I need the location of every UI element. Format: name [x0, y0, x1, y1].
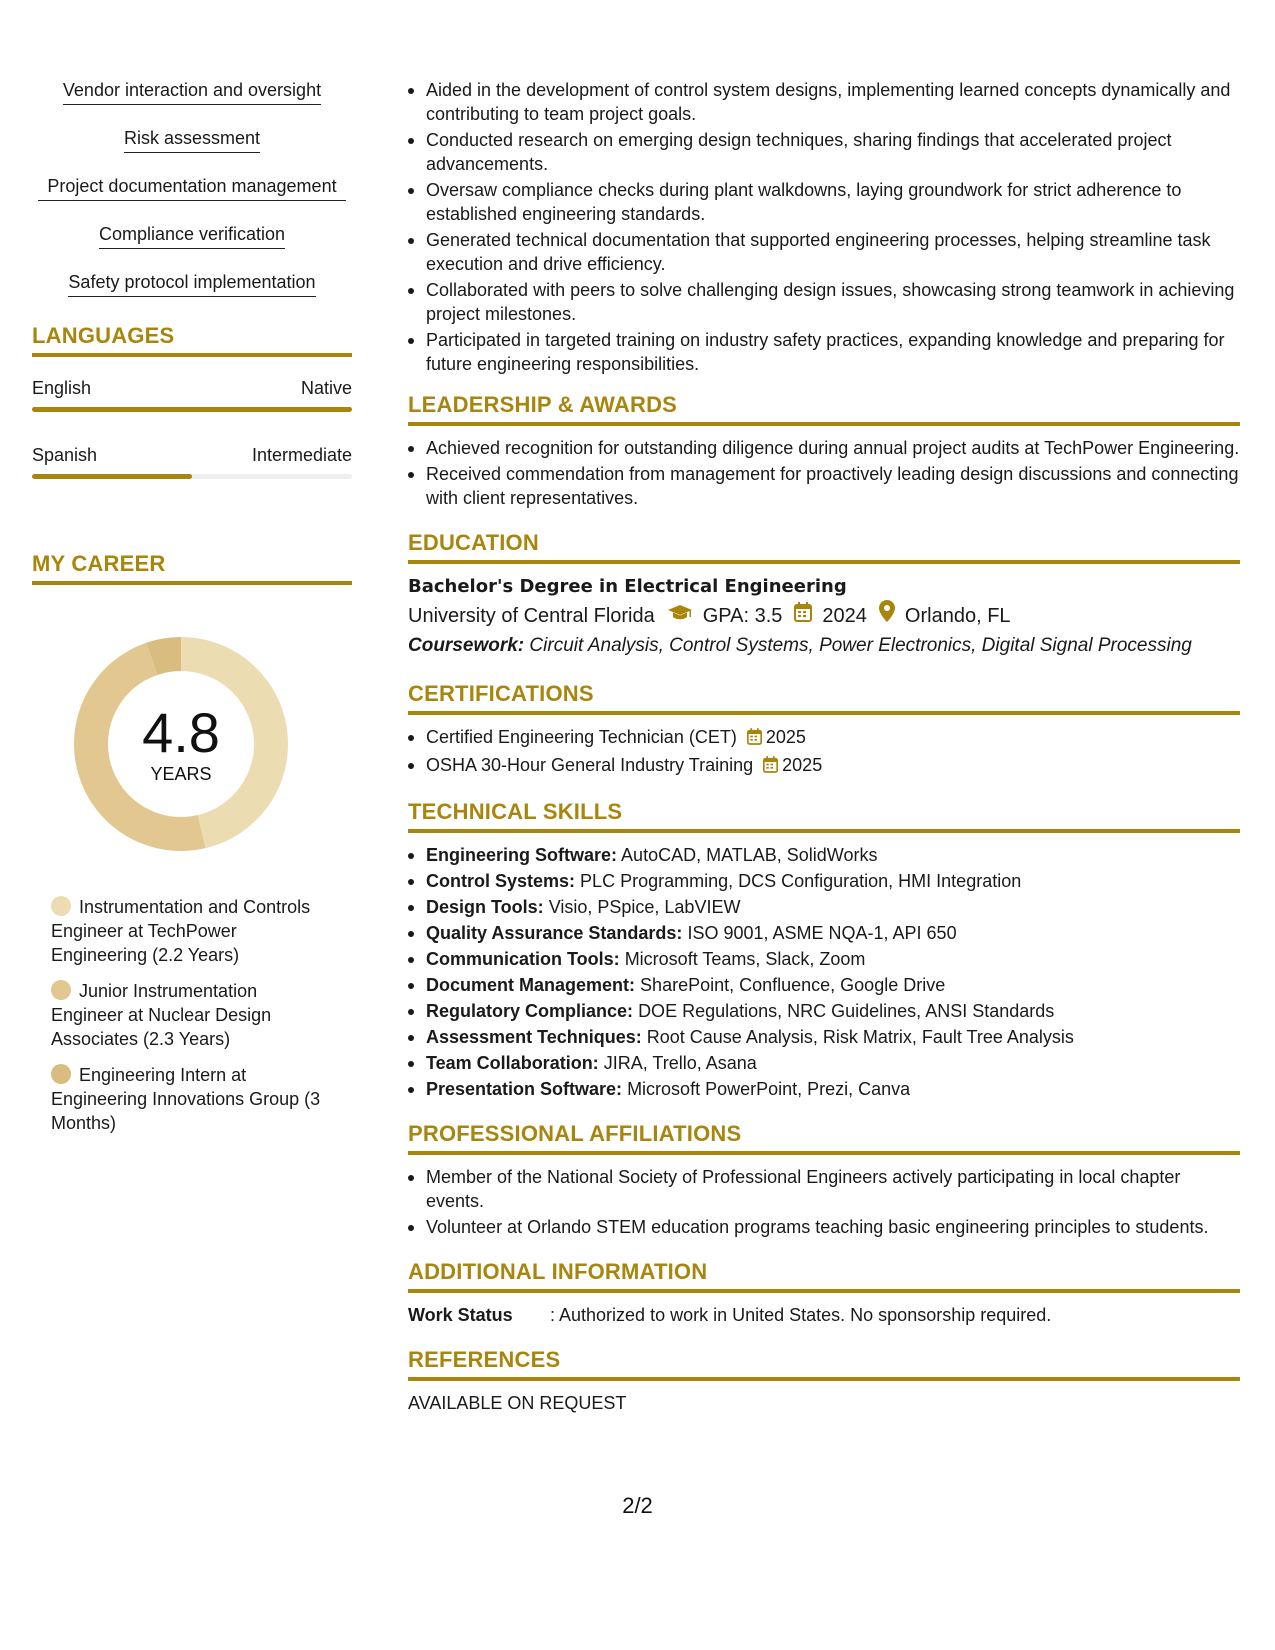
list-item: Team Collaboration: JIRA, Trello, Asana [408, 1051, 1240, 1075]
legend-dot [51, 980, 71, 1000]
language-level: Intermediate [251, 445, 352, 465]
career-legend [51, 895, 331, 1135]
references-text: AVAILABLE ON REQUEST [408, 1393, 627, 1413]
list-item: Conducted research on emerging design techniques, sharing findings that accelerated project advancements. [408, 128, 1240, 176]
list-item: Quality Assurance Standards: ISO 9001, ASME NQA-1, API 650 [408, 921, 1240, 945]
education-heading: EDUCATION [408, 530, 1240, 564]
list-item: Aided in the development of control system designs, implementing learned concepts dynamically and contributing to team project goals. [408, 78, 1240, 126]
certifications-heading: CERTIFICATIONS [408, 681, 1240, 715]
calendar-icon [794, 601, 812, 631]
language-english [32, 377, 352, 412]
list-item: Received commendation from management for proactively leading design discussions and connecting with client representatives. [408, 462, 1240, 510]
language-spanish [32, 444, 352, 479]
technical-skills-list [408, 843, 1240, 1101]
leadership-list [408, 436, 1240, 510]
left-column [32, 78, 352, 1147]
affiliations-list [408, 1165, 1240, 1239]
legend-item: Instrumentation and Controls Engineer at TechPower Engineering (2.2 Years) [51, 897, 311, 965]
list-item: Member of the National Society of Professional Engineers actively participating in local chapter events. [408, 1165, 1240, 1213]
language-level-bar [32, 474, 352, 479]
language-name: Spanish [32, 445, 98, 465]
leadership-heading: LEADERSHIP & AWARDS [408, 392, 1240, 426]
languages-heading: LANGUAGES [32, 323, 352, 357]
list-item: OSHA 30-Hour General Industry Training 2025 [408, 753, 1240, 779]
page-number: 2/2 [622, 1493, 653, 1518]
list-item: Document Management: SharePoint, Confluence, Google Drive [408, 973, 1240, 997]
legend-item: Junior Instrumentation Engineer at Nuclear Design Associates (2.3 Years) [51, 981, 272, 1049]
language-name: English [32, 378, 92, 398]
legend-dot [51, 1064, 71, 1084]
list-item: Certified Engineering Technician (CET) 2025 [408, 725, 1240, 751]
career-donut-chart [66, 629, 296, 859]
list-item: Volunteer at Orlando STEM education programs teaching basic engineering principles to students. [408, 1215, 1240, 1239]
language-level-fill [32, 407, 352, 412]
graduation-cap-icon [667, 601, 693, 631]
skills-list [32, 78, 352, 297]
school-name: University of Central Florida [408, 604, 655, 627]
language-level-fill [32, 474, 192, 479]
skill-item: Project documentation management [32, 174, 352, 201]
certifications-list [408, 725, 1240, 779]
list-item: Engineering Software: AutoCAD, MATLAB, SolidWorks [408, 843, 1240, 867]
experience-bullets [408, 78, 1240, 376]
graduation-year: 2024 [822, 604, 867, 627]
career-years-label: YEARS [150, 763, 212, 784]
work-status-label: Work Status [408, 1305, 513, 1325]
list-item: Achieved recognition for outstanding diligence during annual project audits at TechPower Engineering. [408, 436, 1240, 460]
work-status-value: : Authorized to work in United States. No sponsorship required. [550, 1305, 1052, 1325]
right-column [408, 78, 1240, 1415]
language-level: Native [300, 378, 352, 398]
list-item: Design Tools: Visio, PSpice, LabVIEW [408, 895, 1240, 919]
work-status-row [408, 1303, 1240, 1327]
career-total-years: 4.8 [142, 700, 220, 764]
list-item: Generated technical documentation that supported engineering processes, helping streamline task execution and drive efficiency. [408, 228, 1240, 276]
calendar-icon [763, 755, 778, 779]
skill-item: Risk assessment [32, 126, 352, 153]
additional-info-heading: ADDITIONAL INFORMATION [408, 1259, 1240, 1293]
references-heading: REFERENCES [408, 1347, 1240, 1381]
coursework: Coursework: Circuit Analysis, Control Systems, Power Electronics, Digital Signal Processing [408, 635, 1192, 656]
skill-item: Safety protocol implementation [32, 270, 352, 297]
affiliations-heading: PROFESSIONAL AFFILIATIONS [408, 1121, 1240, 1155]
list-item: Oversaw compliance checks during plant walkdowns, laying groundwork for strict adherence to established engineering standards. [408, 178, 1240, 226]
list-item: Participated in targeted training on industry safety practices, expanding knowledge and preparing for future engineering responsibilities. [408, 328, 1240, 376]
skill-item: Compliance verification [32, 222, 352, 249]
list-item: Communication Tools: Microsoft Teams, Slack, Zoom [408, 947, 1240, 971]
degree-title: Bachelor's Degree in Electrical Engineering [408, 576, 847, 597]
technical-skills-heading: TECHNICAL SKILLS [408, 799, 1240, 833]
school-location: Orlando, FL [904, 604, 1011, 627]
calendar-icon [747, 727, 762, 751]
career-heading: MY CAREER [32, 551, 352, 585]
gpa: GPA: 3.5 [702, 604, 783, 627]
list-item: Collaborated with peers to solve challenging design issues, showcasing strong teamwork in achieving project milestones. [408, 278, 1240, 326]
skill-item: Vendor interaction and oversight [32, 78, 352, 105]
education-entry [408, 574, 1240, 661]
legend-item: Engineering Intern at Engineering Innovations Group (3 Months) [51, 1065, 321, 1133]
legend-dot [51, 896, 71, 916]
location-pin-icon [879, 600, 895, 631]
list-item: Regulatory Compliance: DOE Regulations, NRC Guidelines, ANSI Standards [408, 999, 1240, 1023]
list-item: Presentation Software: Microsoft PowerPoint, Prezi, Canva [408, 1077, 1240, 1101]
list-item: Control Systems: PLC Programming, DCS Configuration, HMI Integration [408, 869, 1240, 893]
language-level-bar [32, 407, 352, 412]
list-item: Assessment Techniques: Root Cause Analysis, Risk Matrix, Fault Tree Analysis [408, 1025, 1240, 1049]
